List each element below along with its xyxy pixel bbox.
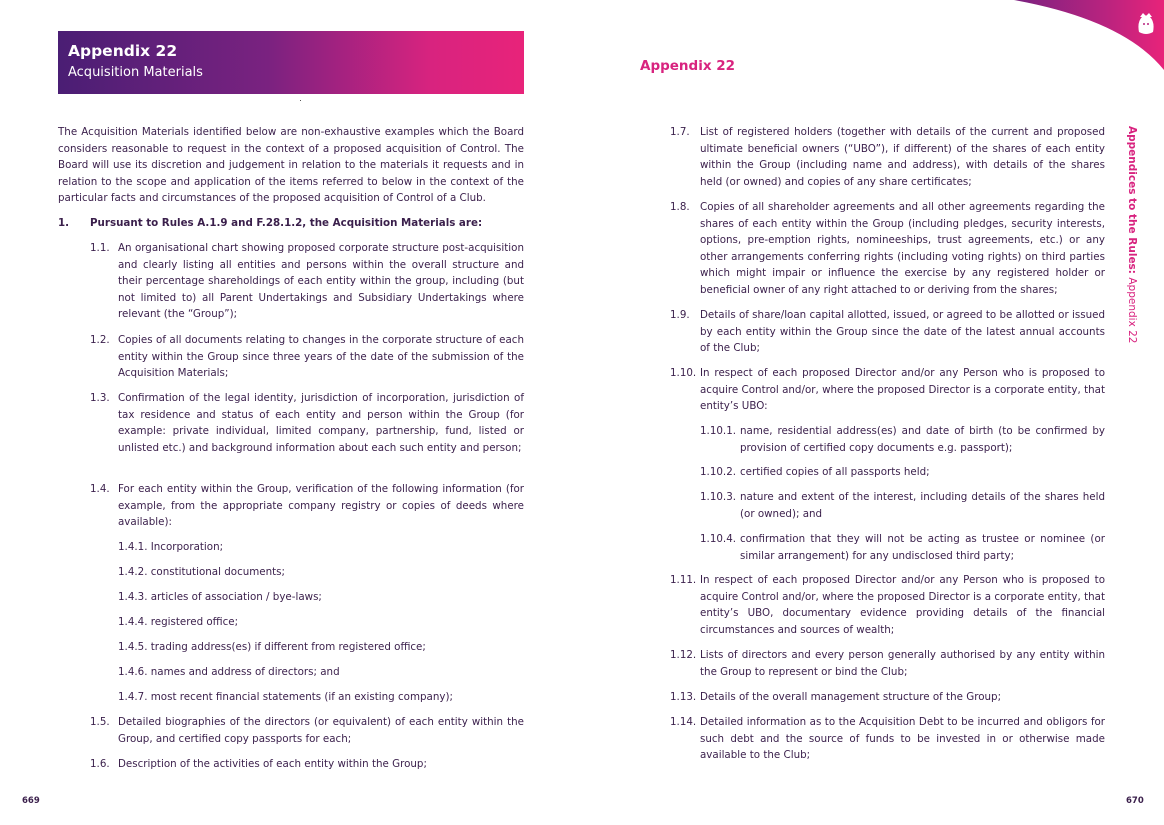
item-text: Detailed biographies of the directors (or equivalent) of each entity within the Group, and certified copy passports for each; <box>118 716 524 745</box>
item-text: List of registered holders (together with details of the current and proposed ultimate beneficial owners (“UBO”), if different) of the shares of each entity within the Group (including name and address), with details of the shares held (or owned) and copies of any share certificates; <box>700 126 1105 188</box>
list-item <box>90 390 524 456</box>
side-header-light: Appendix 22 <box>1126 274 1138 344</box>
item-text: Details of share/loan capital allotted, issued, or agreed to be allotted or issued by each entity within the Group since the date of the latest annual accounts of the Club; <box>700 309 1105 354</box>
sub-item <box>700 464 1105 481</box>
item-number: 1.7. <box>670 126 690 138</box>
item-text: An organisational chart showing proposed corporate structure post-acquisition and clearly listing all entities and persons within the overall structure and their percentage shareholdings of each entity within the group, including (but not limited to) all Parent Undertakings and Subsidiary Undertakings where relevant (the “Group”); <box>118 242 524 320</box>
side-running-header <box>1124 126 1142 344</box>
sub-item-number: 1.10.4. <box>700 533 737 545</box>
sub-item-text: certified copies of all passports held; <box>740 466 930 478</box>
intro-paragraph: The Acquisition Materials identified below are non-exhaustive examples which the Board considers reasonable to request in the context of a proposed acquisition of Control. The Board will use its discretion and judgement in relation to the materials it requests and in relation to the scope and application of the items referred to below in the context of the particular facts and circumstances of the proposed acquisition of Control of a Club. <box>58 126 524 204</box>
sub-item-text: name, residential address(es) and date of birth (to be confirmed by provision of certified copy documents e.g. passport); <box>740 425 1105 454</box>
sub-item-text: nature and extent of the interest, including details of the shares held (or owned); and <box>740 491 1105 520</box>
item-text: In respect of each proposed Director and/or any Person who is proposed to acquire Control and/or, where the proposed Director is a corporate entity, that entity’s UBO: <box>700 367 1105 412</box>
list-item <box>90 714 524 747</box>
item-number: 1.6. <box>90 758 110 770</box>
item-text: Detailed information as to the Acquisition Debt to be incurred and obligors for such debt and the source of funds to be invested in or otherwise made available to the Club; <box>700 716 1105 761</box>
list-item <box>90 332 524 382</box>
sub-item: 1.4.2. constitutional documents; <box>118 566 286 578</box>
list-item <box>670 199 1105 298</box>
section-title: Pursuant to Rules A.1.9 and F.28.1.2, the Acquisition Materials are: <box>90 217 483 229</box>
list-item <box>90 756 524 773</box>
list-item <box>670 689 1105 706</box>
item-number: 1.11. <box>670 574 697 586</box>
sub-item-text: confirmation that they will not be acting as trustee or nominee (or similar arrangement) for any undisclosed third party; <box>740 533 1105 562</box>
item-number: 1.1. <box>90 242 110 254</box>
sub-item: 1.4.3. articles of association / bye-laws; <box>118 591 322 603</box>
item-text: Confirmation of the legal identity, jurisdiction of incorporation, jurisdiction of tax residence and status of each entity and person within the Group (for example: private individual, limited company, partnership, fund, listed or unlisted etc.) and background information about each such entity and person; <box>118 392 524 454</box>
banner-title: Appendix 22 <box>68 42 178 60</box>
item-number: 1.10. <box>670 367 697 379</box>
sub-item-number: 1.10.3. <box>700 491 737 503</box>
banner-subtitle: Acquisition Materials <box>68 65 203 80</box>
list-item <box>90 240 524 323</box>
item-text: Lists of directors and every person generally authorised by any entity within the Group to represent or bind the Club; <box>700 649 1105 678</box>
list-item <box>670 647 1105 680</box>
item-text: Copies of all documents relating to changes in the corporate structure of each entity within the Group since three years of the date of the submission of the Acquisition Materials; <box>118 334 524 379</box>
sub-item <box>700 531 1105 564</box>
item-number: 1.14. <box>670 716 697 728</box>
item-number: 1.3. <box>90 392 110 404</box>
corner-decoration <box>1014 0 1164 70</box>
list-item <box>670 714 1105 764</box>
item-number: 1.5. <box>90 716 110 728</box>
list-item <box>670 124 1105 190</box>
list-item <box>90 481 524 531</box>
sub-item: 1.4.5. trading address(es) if different from registered office; <box>118 641 426 653</box>
sub-item <box>700 489 1105 522</box>
list-item <box>670 572 1105 638</box>
item-number: 1.8. <box>670 201 690 213</box>
page-number: 669 <box>22 796 40 806</box>
section-heading <box>58 215 524 232</box>
item-text: Description of the activities of each entity within the Group; <box>118 758 427 770</box>
sub-item-number: 1.10.2. <box>700 466 737 478</box>
item-number: 1.12. <box>670 649 697 661</box>
item-number: 1.13. <box>670 691 697 703</box>
sub-item: 1.4.6. names and address of directors; and <box>118 666 340 678</box>
sub-item: 1.4.4. registered office; <box>118 616 239 628</box>
appendix-banner <box>58 31 524 94</box>
section-number: 1. <box>58 217 70 229</box>
list-item <box>670 307 1105 357</box>
item-text: Copies of all shareholder agreements and all other agreements regarding the shares of each entity within the Group (including pledges, security interests, options, pre-emption rights, nomineeships, trust agreements, etc.) or any other arrangements conferring rights (including voting rights) on third parties which might impair or influence the exercise by any registered holder or beneficial owner of any right attached to or deriving from the shares; <box>700 201 1105 296</box>
item-text: For each entity within the Group, verification of the following information (for example, from the appropriate company registry or copies of deeds where available): <box>118 483 524 528</box>
list-item <box>670 365 1105 415</box>
sub-item-number: 1.10.1. <box>700 425 737 437</box>
sub-item <box>700 423 1105 456</box>
side-header-bold: Appendices to the Rules: <box>1126 126 1138 275</box>
item-number: 1.9. <box>670 309 690 321</box>
page-title: Appendix 22 <box>640 58 736 74</box>
item-number: 1.2. <box>90 334 110 346</box>
item-number: 1.4. <box>90 483 110 495</box>
sub-item: 1.4.7. most recent financial statements (if an existing company); <box>118 691 453 703</box>
stray-dot <box>300 100 301 101</box>
page-number: 670 <box>1126 796 1144 806</box>
lion-crest-icon <box>1138 13 1153 34</box>
item-text: In respect of each proposed Director and/or any Person who is proposed to acquire Control and/or, where the proposed Director is a corporate entity, that entity’s UBO, documentary evidence providing details of the financial circumstances and sources of wealth; <box>700 574 1105 636</box>
sub-item: 1.4.1. Incorporation; <box>118 541 224 553</box>
right-page <box>582 0 1164 825</box>
item-text: Details of the overall management structure of the Group; <box>700 691 1002 703</box>
